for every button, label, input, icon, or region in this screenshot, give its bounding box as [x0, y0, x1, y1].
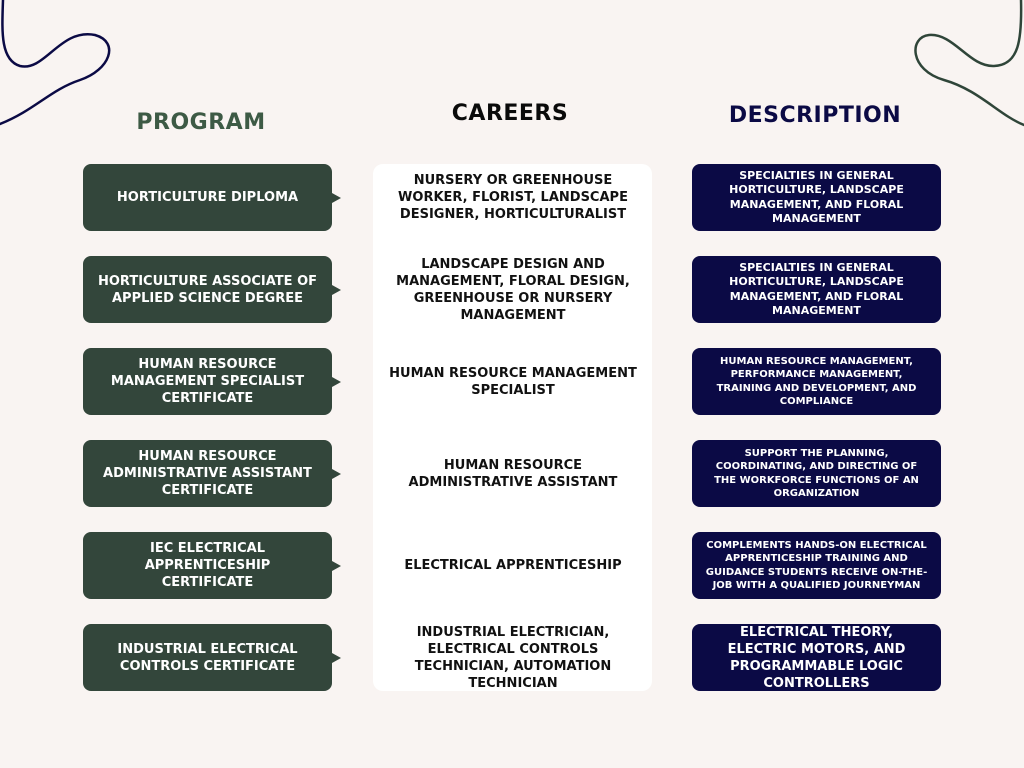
program-box-horticulture-diploma: HORTICULTURE DIPLOMA [83, 164, 332, 231]
careers-text-hr-management-specialist: HUMAN RESOURCE MANAGEMENT SPECIALIST [389, 365, 637, 398]
program-box-hr-management-specialist: HUMAN RESOURCE MANAGEMENT SPECIALIST CERTIFICATE [83, 348, 332, 415]
description-heading: DESCRIPTION [728, 103, 902, 128]
description-box-industrial-electrical-controls: ELECTRICAL THEORY, ELECTRIC MOTORS, AND PROGRAMMABLE LOGIC CONTROLLERS [692, 624, 941, 691]
program-box-industrial-electrical-controls: INDUSTRIAL ELECTRICAL CONTROLS CERTIFICATE [83, 624, 332, 691]
program-box-hr-admin-assistant: HUMAN RESOURCE ADMINISTRATIVE ASSISTANT CERTIFICATE [83, 440, 332, 507]
description-box-hr-management-specialist: HUMAN RESOURCE MANAGEMENT, PERFORMANCE MANAGEMENT, TRAINING AND DEVELOPMENT, AND COMPLIANCE [692, 348, 941, 415]
description-box-iec-electrical-apprenticeship: COMPLEMENTS HANDS-ON ELECTRICAL APPRENTICESHIP TRAINING AND GUIDANCE STUDENTS RECEIVE ON-THE-JOB WITH A QUALIFIED JOURNEYMAN [692, 532, 941, 599]
description-box-hr-admin-assistant: SUPPORT THE PLANNING, COORDINATING, AND DIRECTING OF THE WORKFORCE FUNCTIONS OF AN ORGANIZATION [692, 440, 941, 507]
careers-text-iec-electrical-apprenticeship: ELECTRICAL APPRENTICESHIP [404, 558, 622, 573]
careers-text-horticulture-aas: LANDSCAPE DESIGN AND MANAGEMENT, FLORAL DESIGN, GREENHOUSE OR NURSERY MANAGEMENT [396, 256, 630, 323]
squiggle-right-decoration [904, 0, 1024, 130]
careers-panel [373, 164, 652, 691]
careers-text-horticulture-diploma: NURSERY OR GREENHOUSE WORKER, FLORIST, LANDSCAPE DESIGNER, HORTICULTURALIST [398, 173, 628, 222]
description-box-horticulture-diploma: SPECIALTIES IN GENERAL HORTICULTURE, LANDSCAPE MANAGEMENT, AND FLORAL MANAGEMENT [692, 164, 941, 231]
program-box-iec-electrical-apprenticeship: IEC ELECTRICAL APPRENTICESHIP CERTIFICATE [83, 532, 332, 599]
program-heading: PROGRAM [136, 110, 266, 135]
description-box-horticulture-aas: SPECIALTIES IN GENERAL HORTICULTURE, LANDSCAPE MANAGEMENT, AND FLORAL MANAGEMENT [692, 256, 941, 323]
careers-text-hr-admin-assistant: HUMAN RESOURCE ADMINISTRATIVE ASSISTANT [408, 457, 618, 490]
careers-heading: CAREERS [451, 101, 569, 126]
careers-text-industrial-electrical-controls: INDUSTRIAL ELECTRICIAN, ELECTRICAL CONTROLS TECHNICIAN, AUTOMATION TECHNICIAN [414, 624, 612, 691]
program-box-horticulture-aas: HORTICULTURE ASSOCIATE OF APPLIED SCIENCE DEGREE [83, 256, 332, 323]
